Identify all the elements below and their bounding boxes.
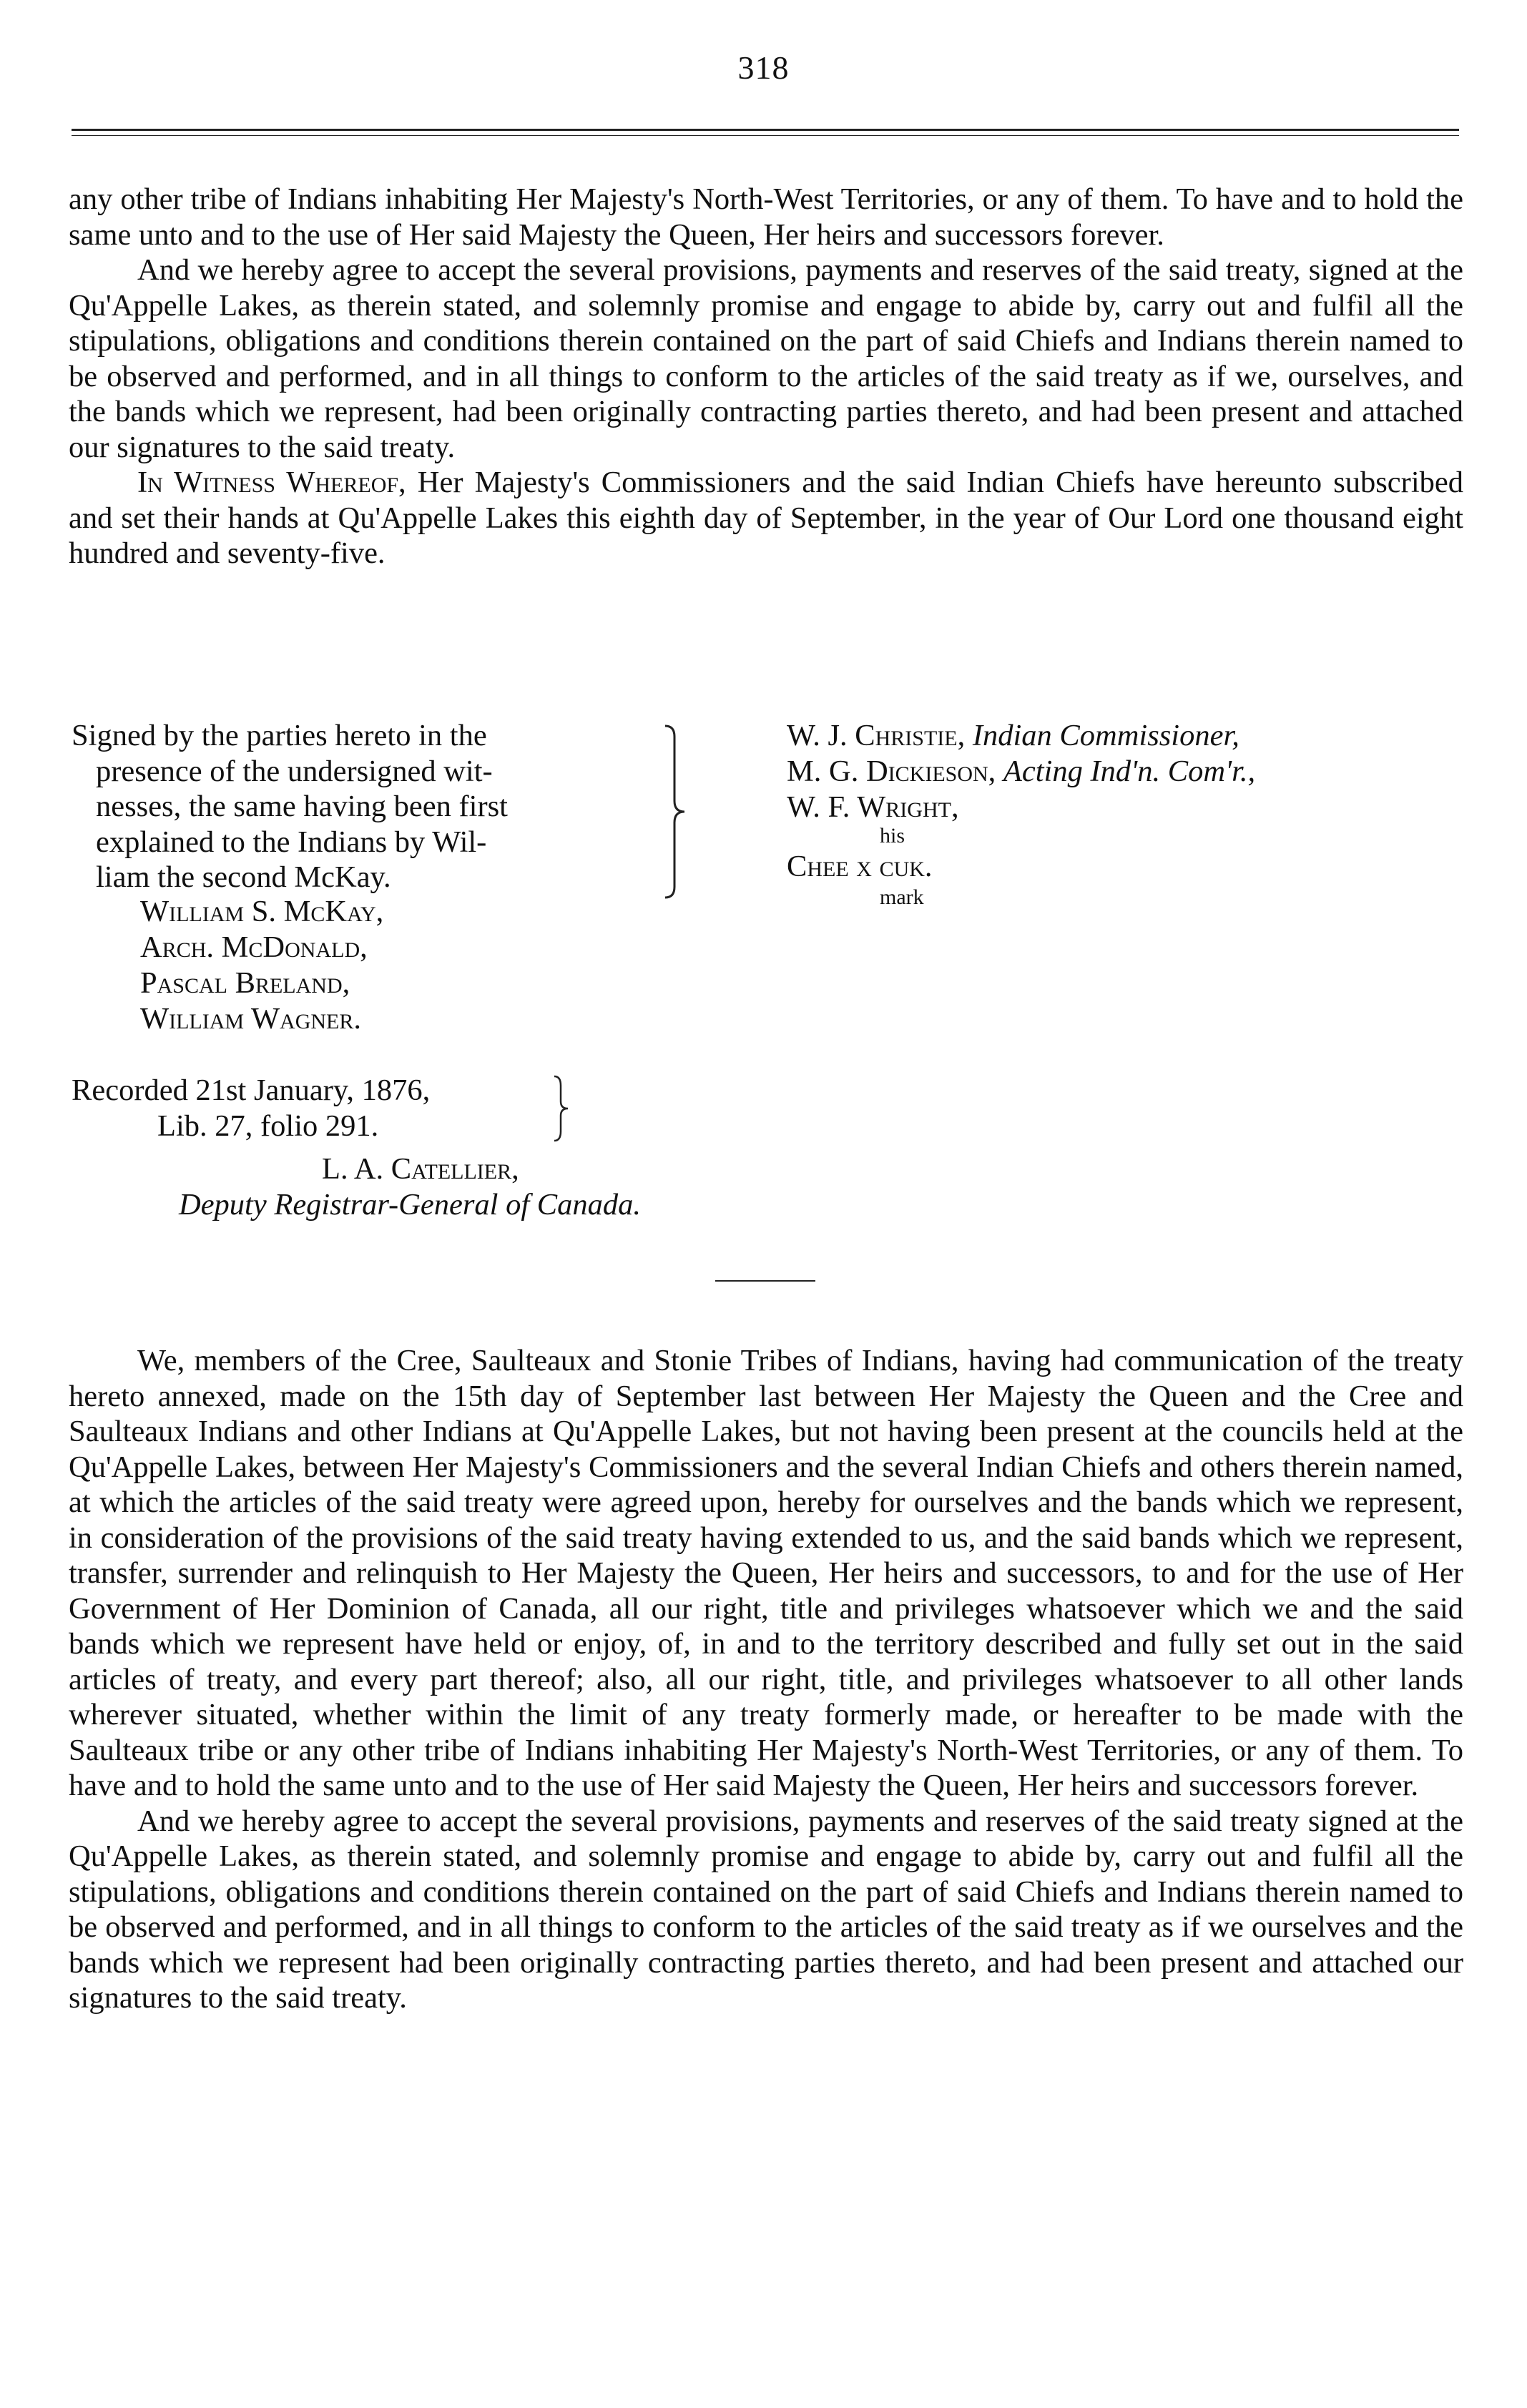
signatory-title: Acting Ind'n. Com'r., (1003, 755, 1256, 788)
witness-name: William Wagner. (140, 1002, 362, 1036)
recorded-note (72, 1073, 430, 1144)
page-number: 318 (737, 49, 790, 86)
witness-name: Pascal Breland, (140, 966, 350, 1000)
paragraph: any other tribe of Indians inhabiting Her Majesty's North-West Territories, or any of them. To have and to hold the same unto and to the use of Her said Majesty the Queen, Her heirs and successors forever. (69, 182, 1463, 252)
signatory-title: Indian Commissioner, (972, 719, 1239, 752)
signatory-name: W. F. Wright, (787, 790, 959, 824)
recorded-line: Lib. 27, folio 291. (157, 1109, 379, 1143)
signed-clause (72, 718, 665, 895)
signatories (787, 718, 1255, 908)
signatory (787, 754, 1255, 790)
signatory (787, 790, 1255, 825)
signatory-name: W. J. Christie, (787, 719, 966, 752)
brace-icon (662, 722, 690, 901)
chief-his: his (880, 824, 905, 847)
section-divider (715, 1280, 815, 1282)
registrar-name: L. A. Catellier, (322, 1152, 519, 1186)
signatory (787, 718, 1255, 754)
witness-paragraph (69, 465, 1463, 571)
paragraph: And we hereby agree to accept the several provisions, payments and reserves of the said treaty, signed at the Qu'Appelle Lakes, as therein stated, and solemnly promise and engage to abide by, carry out and fulfil all the stipulations, obligations and conditions therein contained on the part of said Chiefs and Indians therein named to be observed and performed, and in all things to conform to the articles of the said treaty as if we, ourselves, and the bands which we represent, had been originally contracting parties thereto, and had been present and attached our signatures to the said treaty. (69, 253, 1463, 464)
signed-clause-line: Signed by the parties hereto in the (72, 719, 487, 752)
registrar-title: Deputy Registrar-General of Canada. (179, 1188, 642, 1222)
witness-list (140, 894, 383, 1037)
signed-clause-line: presence of the undersigned wit- (96, 754, 493, 788)
witness-lead: In Witness Whereof, (137, 466, 406, 499)
chief-name: Chee x cuk. (787, 850, 933, 883)
witness-text: Her Majesty's Commissioners and the said Indian Chiefs have hereunto subscribed and set their hands at Qu'Appelle Lakes this eighth day of September, in the year of Our Lord one thousand eight hundred and seventy-five. (69, 466, 1463, 570)
witness-name: William S. McKay, (140, 895, 384, 928)
brace-icon (551, 1073, 572, 1144)
signed-clause-line: liam the second McKay. (96, 860, 391, 894)
recorded-line: Recorded 21st January, 1876, (72, 1073, 431, 1107)
first-text-block (69, 182, 1463, 571)
paragraph: And we hereby agree to accept the several provisions, payments and reserves of the said treaty signed at the Qu'Appelle Lakes, as therein stated, and solemnly promise and engage to abide by, carry out and fulfil all the stipulations, obligations and conditions therein contained on the part of said Chiefs and Indians therein named to be observed and performed, and in all things to conform to the articles of the said treaty as if we ourselves and the bands which we represent had been originally contracting parties thereto, and had been present and attached our signatures to the said treaty. (69, 1804, 1463, 2015)
second-text-block (69, 1343, 1463, 2016)
paragraph: We, members of the Cree, Saulteaux and Stonie Tribes of Indians, having had communication of the treaty hereto annexed, made on the 15th day of September last between Her Majesty the Queen and the Cree and Saulteaux Indians and other Indians at Qu'Appelle Lakes, but not having been present at the councils held at the Qu'Appelle Lakes, between Her Majesty's Commissioners and the several Indian Chiefs and others therein named, at which the articles of the said treaty were agreed upon, hereby for ourselves and the bands which we represent, in consideration of the provisions of the said treaty having extended to us, and the said bands which we represent, transfer, surrender and relinquish to Her Majesty the Queen, Her heirs and successors, to and for the use of Her Government of Her Dominion of Canada, all our right, title and privileges whatsoever which we and the said bands which we represent have held or enjoy, of, in and to the territory described and fully set out in the said articles of treaty, and every part thereof; also, all our right, title, and privileges whatsoever to all other lands wherever situated, whether within the limit of any treaty formerly made, or hereafter to be made with the Saulteaux tribe or any other tribe of Indians inhabiting Her Majesty's North-West Territories, or any of them. To have and to hold the same unto and to the use of Her said Majesty the Queen, Her heirs and successors forever. (69, 1344, 1463, 1802)
signed-clause-line: nesses, the same having been first (96, 790, 508, 823)
registrar-block (179, 1151, 641, 1223)
signatory-name: M. G. Dickieson, (787, 755, 996, 788)
header-rule (72, 129, 1459, 136)
witness-name: Arch. McDonald, (140, 930, 368, 964)
signed-clause-line: explained to the Indians by Wil- (96, 825, 487, 859)
chief-mark: mark (880, 885, 924, 909)
